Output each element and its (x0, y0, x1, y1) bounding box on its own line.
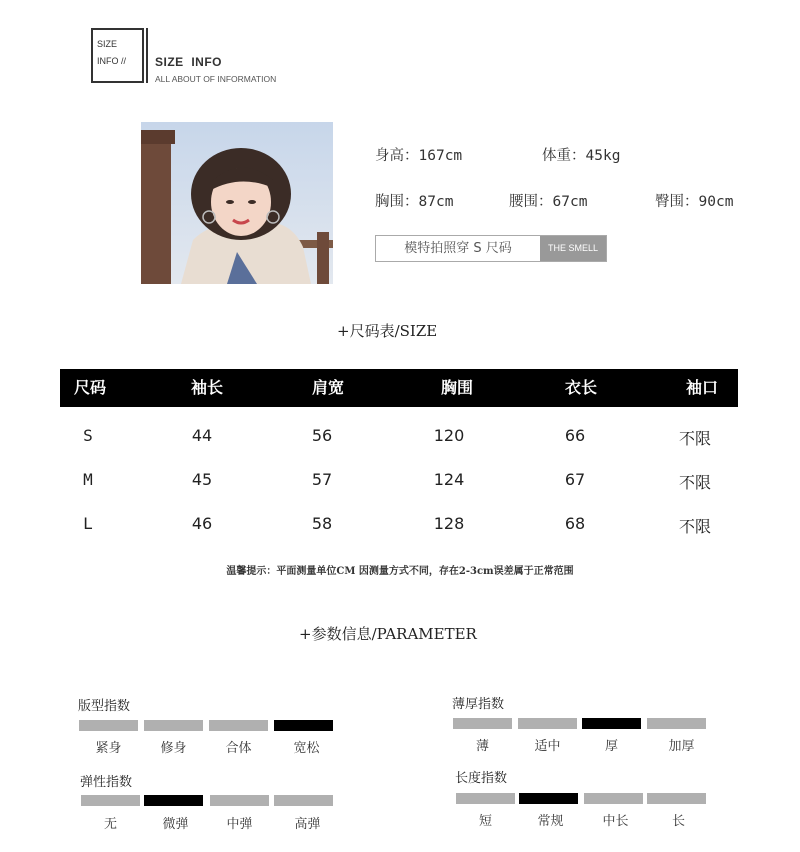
cell-sleeve-length: 45 (191, 470, 213, 489)
logo-line-1: SIZE (97, 39, 118, 49)
param-bar (79, 720, 138, 731)
cell-cuff: 不限 (678, 473, 711, 492)
param-option-label: 长 (671, 814, 685, 829)
model-note-cn: 模特拍照穿 S 尺码 (376, 236, 540, 261)
cell-bust: 128 (433, 514, 465, 533)
param-option-label: 常规 (537, 814, 564, 829)
model-size-note (375, 235, 607, 262)
param-bar (456, 793, 515, 804)
cell-garment-length: 66 (564, 426, 586, 445)
param-option-label: 加厚 (668, 739, 695, 754)
measurement-tip: 温馨提示：平面测量单位CM 因测量方式不同，存在2-3cm误差属于正常范围 (226, 566, 574, 577)
parameter-title: +参数信息/PARAMETER (299, 625, 477, 643)
cell-sleeve-length: 46 (191, 514, 213, 533)
model-hip: 臀围：90cm (655, 194, 734, 210)
model-bust: 胸围：87cm (375, 194, 454, 210)
param-bar (519, 793, 578, 804)
param-bar (144, 795, 203, 806)
param-group-title: 薄厚指数 (452, 697, 505, 712)
param-bar (584, 793, 643, 804)
param-bar (209, 720, 268, 731)
param-option-label: 短 (478, 814, 492, 829)
param-option-label: 适中 (534, 739, 561, 754)
param-option-label: 微弹 (162, 817, 189, 832)
param-group-title: 长度指数 (455, 771, 508, 786)
param-bar (453, 718, 512, 729)
cell-shoulder-width: 57 (311, 470, 333, 489)
header-shoulder-width: 肩宽 (311, 378, 344, 397)
param-bar (518, 718, 577, 729)
cell-shoulder-width: 56 (311, 426, 333, 445)
param-bar (210, 795, 269, 806)
param-bar (144, 720, 203, 731)
param-option-label: 中长 (602, 814, 629, 829)
logo-line-2: INFO // (97, 56, 126, 66)
param-bar (647, 718, 706, 729)
param-option-label: 合体 (225, 741, 252, 756)
cell-garment-length: 68 (564, 514, 586, 533)
param-group-title: 弹性指数 (80, 775, 133, 790)
logo-divider (146, 28, 148, 83)
param-option-label: 宽松 (293, 741, 320, 756)
header-cuff: 袖口 (685, 378, 718, 397)
model-weight: 体重：45kg (542, 148, 621, 164)
param-bar (274, 795, 333, 806)
param-option-label: 薄 (475, 739, 489, 754)
size-table-title: +尺码表/SIZE (337, 322, 438, 340)
cell-bust: 120 (433, 426, 465, 445)
param-bar (81, 795, 140, 806)
cell-size: S (83, 426, 93, 445)
param-bar (647, 793, 706, 804)
model-height: 身高：167cm (375, 148, 463, 164)
cell-sleeve-length: 44 (191, 426, 213, 445)
logo-box (91, 28, 144, 83)
param-option-label: 无 (103, 817, 117, 832)
param-bar (582, 718, 641, 729)
header-subtitle: ALL ABOUT OF INFORMATION (155, 74, 277, 84)
header-sleeve-length: 袖长 (190, 378, 223, 397)
size-table-header (60, 369, 738, 407)
header-bust: 胸围 (440, 378, 473, 397)
param-option-label: 紧身 (95, 741, 122, 756)
param-option-label: 中弹 (226, 817, 253, 832)
header-garment-length: 衣长 (564, 378, 597, 397)
model-waist: 腰围：67cm (509, 194, 588, 210)
cell-cuff: 不限 (678, 517, 711, 536)
cell-shoulder-width: 58 (311, 514, 333, 533)
param-group-title: 版型指数 (78, 699, 131, 714)
param-bar (274, 720, 333, 731)
model-photo (141, 122, 333, 284)
param-option-label: 修身 (160, 741, 187, 756)
cell-size: M (83, 470, 93, 489)
param-option-label: 厚 (604, 739, 618, 754)
cell-cuff: 不限 (678, 429, 711, 448)
cell-garment-length: 67 (564, 470, 586, 489)
cell-size: L (83, 514, 93, 533)
header-title: SIZE INFO (155, 55, 223, 69)
model-note-en: THE SMELL (540, 236, 606, 261)
param-option-label: 高弹 (294, 817, 321, 832)
cell-bust: 124 (433, 470, 465, 489)
header-size: 尺码 (73, 378, 106, 397)
